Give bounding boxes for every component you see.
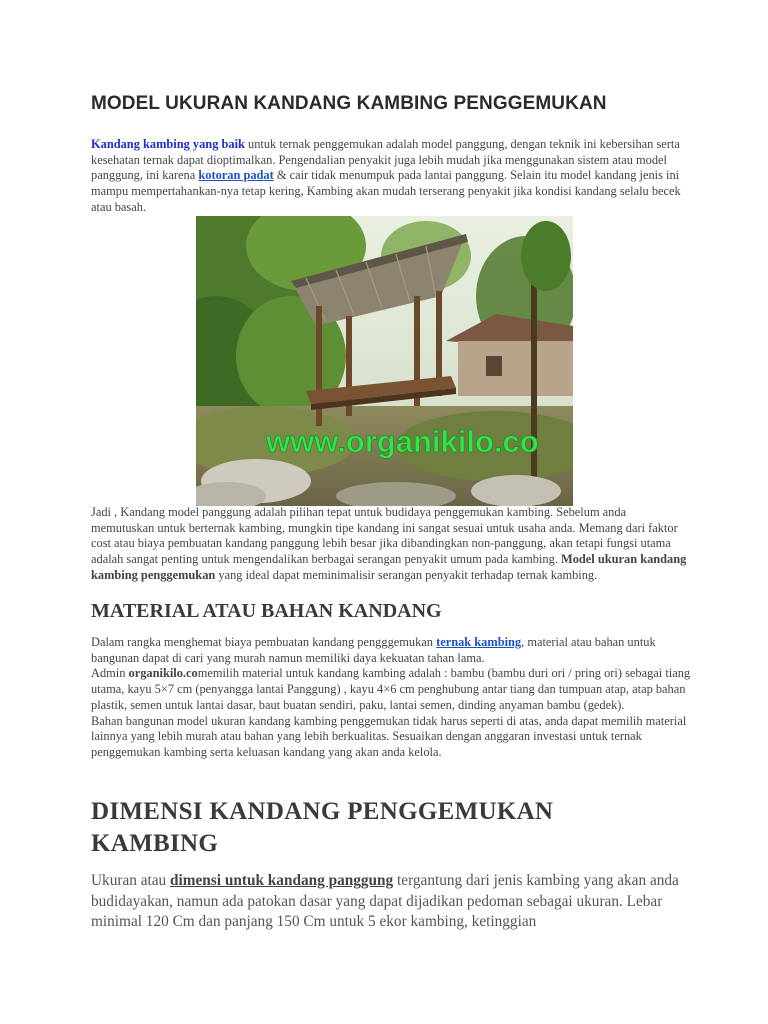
material-text-e: Bahan bangunan model ukuran kandang kambing penggemukan tidak harus seperti di atas, anda dapat memilih material lainnya yang lebih murah atau bahan yang lebih berkualitas. Sesuaikan dengan anggaran investasi untuk ternak penggemukan kambing serta keluasan kandang yang akan anda kelola. (91, 713, 687, 759)
intro-lead-text: Kandang kambing yang baik (91, 137, 245, 151)
goat-shed-illustration (196, 216, 573, 506)
organikilo-bold: organikilo.co (128, 666, 198, 681)
conclusion-bold-text: Model ukuran kandang kambing penggemukan (91, 552, 687, 582)
dimension-text-a: Ukuran atau (91, 872, 171, 889)
kotoran-padat-link[interactable]: kotoran padat (198, 168, 274, 183)
material-heading: MATERIAL ATAU BAHAN KANDANG (91, 600, 442, 622)
intro-text-b: & cair tidak menumpuk pada lantai panggung. Selain itu model kandang jenis ini mampu mempertahankan-nya tetap kering, Kambing akan mudah terserang penyakit jika kondisi kandang selalu becek atau basah. (91, 168, 681, 214)
intro-text-a: untuk ternak penggemukan adalah model panggung, dengan teknik ini kebersihan serta kesehatan ternak dapat dioptimalkan. Pengendalian penyakit juga lebih mudah jika menggunakan sistem atau model panggung, ini karena (91, 137, 680, 183)
material-text-b: , material atau bahan untuk bangunan dapat di cari yang murah namun memiliki daya kekuatan tahan lama. (91, 635, 656, 665)
photo-watermark: www.organikilo.co (266, 424, 539, 459)
dimension-heading: DIMENSI KANDANG PENGGEMUKAN KAMBING (91, 798, 554, 857)
goat-shed-photo (196, 216, 573, 506)
intro-paragraph (91, 137, 691, 216)
conclusion-text-b: yang ideal dapat meminimalisir serangan penyakit terhadap ternak kambing. (215, 567, 598, 582)
material-text-c: Admin (91, 666, 129, 681)
dimension-paragraph (91, 871, 691, 933)
dimensi-kandang-link[interactable]: dimensi untuk kandang panggung (170, 872, 394, 889)
conclusion-paragraph (91, 505, 691, 584)
ternak-kambing-link[interactable]: ternak kambing (436, 635, 522, 649)
material-text-d: memilih material untuk kandang kambing adalah : bambu (bambu duri ori / pring ori) sebagai tiang utama, kayu 5×7 cm (penyangga lantai Panggung) , kayu 4×6 cm penghubung antar tiang dan tumpuan atap, atap bahan plastik, semen untuk lantai dasar, baut buatan sendiri, paku, lantai semen, dinding anyaman bambu (gedek). (91, 666, 691, 712)
conclusion-text-a: Jadi , Kandang model panggung adalah pilihan tepat untuk budidaya penggemukan kambing. Sebelum anda memutuskan untuk berternak kambing, mungkin tipe kandang ini sangat sesuai untuk usaha anda. Memang dari faktor cost atau biaya pembuatan kandang panggung lebih besar jika dibandingkan non-panggung, akan tetapi fungsi utama adalah sangat penting untuk mengendalikan berbagai serangan penyakit umum pada kambing. (91, 505, 678, 567)
material-paragraph (91, 635, 691, 761)
page-title: MODEL UKURAN KANDANG KAMBING PENGGEMUKAN (91, 93, 607, 114)
dimension-text-b: tergantung dari jenis kambing yang akan anda budidayakan, namun ada patokan dasar yang dapat dijadikan pedoman sebagai ukuran. Lebar minimal 120 Cm dan panjang 150 Cm untuk 5 ekor kambing, ketinggian (91, 872, 679, 930)
material-text-a: Dalam rangka menghemat biaya pembuatan kandang pengggemukan (91, 635, 437, 649)
